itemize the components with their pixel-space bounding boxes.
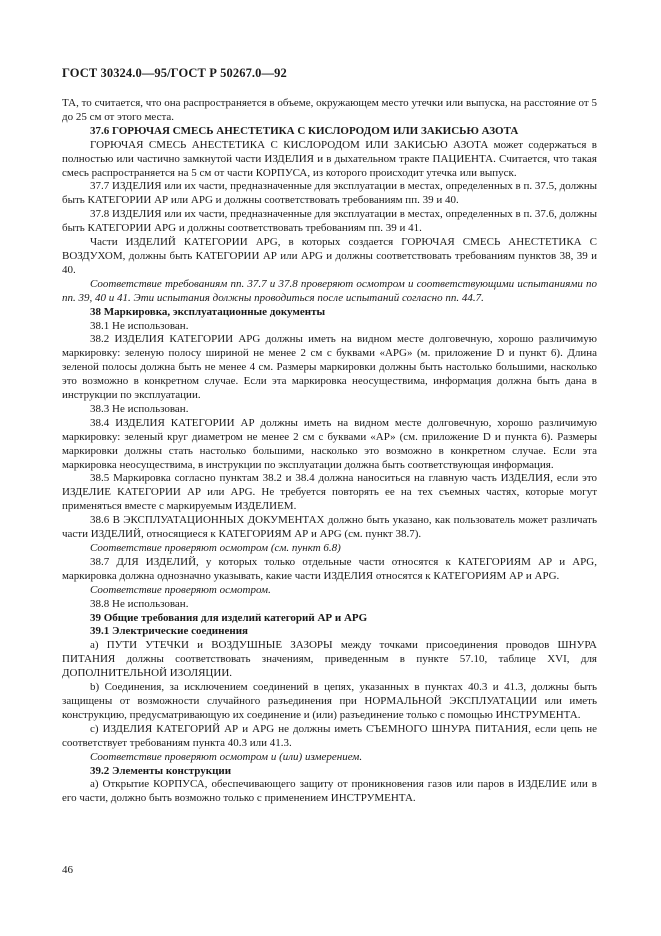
- subsection-heading: 39.1 Электрические соединения: [90, 625, 248, 638]
- section-heading: 37.6 ГОРЮЧАЯ СМЕСЬ АНЕСТЕТИКА С КИСЛОРОДОМ ИЛИ ЗАКИСЬЮ АЗОТА: [90, 124, 519, 137]
- paragraph: а) ПУТИ УТЕЧКИ и ВОЗДУШНЫЕ ЗАЗОРЫ между точками присоединения проводов ШНУРА ПИТАНИЯ должны соответствовать значениям, приведенным в пункте 57.10, таблице XVI, для ДОПОЛНИТЕЛЬНОЙ ИЗОЛЯЦИИ.: [62, 639, 597, 680]
- paragraph: с) ИЗДЕЛИЯ КАТЕГОРИЙ АР и APG не должны иметь СЪЕМНОГО ШНУРА ПИТАНИЯ, если цепь не соответствует требованиям пункта 40.3 или 41.3.: [62, 722, 597, 749]
- paragraph: 38.7 ДЛЯ ИЗДЕЛИЙ, у которых только отдельные части относятся к КАТЕГОРИЯМ АР и APG, маркировка должна однозначно указывать, какие части ИЗДЕЛИЯ относятся к КАТЕГОРИЯМ АР и APG.: [62, 555, 597, 582]
- section-heading: 38 Маркировка, эксплуатационные документы: [90, 305, 326, 318]
- paragraph: 38.2 ИЗДЕЛИЯ КАТЕГОРИИ APG должны иметь на видном месте долговечную, хорошо различимую маркировку: зеленую полосу шириной не менее 2 см с буквами «APG» (м. приложение D и пункт 6). Длина зеленой полосы должна быть не менее 4 см. Размеры маркировки должны быть настолько большими, насколько это возможно в конкретном случае. Если эта маркировка неосуществима, информация должна быть дана в инструкции по эксплуатации.: [62, 333, 597, 402]
- paragraph: 38.5 Маркировка согласно пунктам 38.2 и 38.4 должна наноситься на главную часть ИЗДЕЛИЯ, если это ИЗДЕЛИЕ КАТЕГОРИИ АР или APG. Не требуется повторять ее на тех съемных частях, которые могут применяться вместе с маркируемым ИЗДЕЛИЕМ.: [62, 472, 597, 513]
- compliance-note: Соответствие проверяют осмотром и (или) измерением.: [90, 750, 363, 763]
- compliance-note: Соответствие проверяют осмотром.: [90, 583, 271, 596]
- paragraph: 37.8 ИЗДЕЛИЯ или их части, предназначенные для эксплуатации в местах, определенных в п. 37.6, должны быть КАТЕГОРИИ APG и должны соответствовать требованиям пп. 39 и 41.: [62, 208, 597, 235]
- subsection-heading: 39.2 Элементы конструкции: [90, 764, 232, 777]
- paragraph: 38.8 Не использован.: [90, 597, 189, 610]
- paragraph: а) Открытие КОРПУСА, обеспечивающего защиту от проникновения газов или паров в ИЗДЕЛИЕ или в его части, должно быть возможно только с применением ИНСТРУМЕНТА.: [62, 778, 597, 805]
- document-body: [62, 97, 597, 806]
- compliance-note: Соответствие проверяют осмотром (см. пункт 6.8): [90, 542, 341, 554]
- paragraph: 37.7 ИЗДЕЛИЯ или их части, предназначенные для эксплуатации в местах, определенных в п. 37.5, должны быть КАТЕГОРИИ АР или APG и должны соответствовать требованиям пп. 39 и 40.: [62, 180, 597, 207]
- document-header: ГОСТ 30324.0—95/ГОСТ Р 50267.0—92: [62, 66, 287, 80]
- paragraph: Части ИЗДЕЛИЙ КАТЕГОРИИ APG, в которых создается ГОРЮЧАЯ СМЕСЬ АНЕСТЕТИКА С ВОЗДУХОМ, должны быть КАТЕГОРИИ АР или APG и должны соответствовать требованиям пунктов 38, 39 и 40.: [62, 236, 597, 276]
- paragraph: ТА, то считается, что она распространяется в объеме, окружающем место утечки или выпуска, на расстояние от 5 до 25 см от этого места.: [62, 97, 597, 123]
- page-number: 46: [62, 864, 73, 876]
- section-heading: 39 Общие требования для изделий категорий АР и APG: [90, 611, 368, 624]
- paragraph: 38.1 Не использован.: [90, 319, 189, 332]
- paragraph: 38.4 ИЗДЕЛИЯ КАТЕГОРИИ АР должны иметь на видном месте долговечную, хорошо различимую маркировку: зеленый круг диаметром не менее 2 см с буквами «АР» (см. приложение D и пункта 6). Размеры маркировки должны стать настолько большими, насколько это возможно в конкретном случае. Если эта маркировка неосуществима, в инструкции по эксплуатации должна быть соответствующая информация.: [62, 416, 597, 471]
- paragraph: 38.3 Не использован.: [90, 402, 189, 415]
- paragraph: ГОРЮЧАЯ СМЕСЬ АНЕСТЕТИКА С КИСЛОРОДОМ ИЛИ ЗАКИСЬЮ АЗОТА может содержаться в полностью или частично замкнутой части ИЗДЕЛИЯ и в дыхательном тракте ПАЦИЕНТА. Считается, что такая смесь распространяется на 5 см от части КОРПУСА, из которого происходит утечка или выпуск.: [62, 138, 597, 179]
- paragraph: b) Соединения, за исключением соединений в цепях, указанных в пунктах 40.3 и 41.3, должны быть защищены от возможности случайного разъединения при НОРМАЛЬНОЙ ЭКСПЛУАТАЦИИ или иметь конструкцию, предусматривающую их соединение и (или) разъединение только с помощью ИНСТРУМЕНТА.: [62, 681, 597, 721]
- compliance-note: Соответствие требованиям пп. 37.7 и 37.8 проверяют осмотром и соответствующими испытаниями по пп. 39, 40 и 41. Эти испытания должны проводиться после испытаний согласно пп. 44.7.: [62, 277, 597, 304]
- paragraph: 38.6 В ЭКСПЛУАТАЦИОННЫХ ДОКУМЕНТАХ должно быть указано, как пользователь может различать части ИЗДЕЛИЙ, относящиеся к КАТЕГОРИЯМ АР и APG (см. пункт 38.7).: [62, 514, 597, 541]
